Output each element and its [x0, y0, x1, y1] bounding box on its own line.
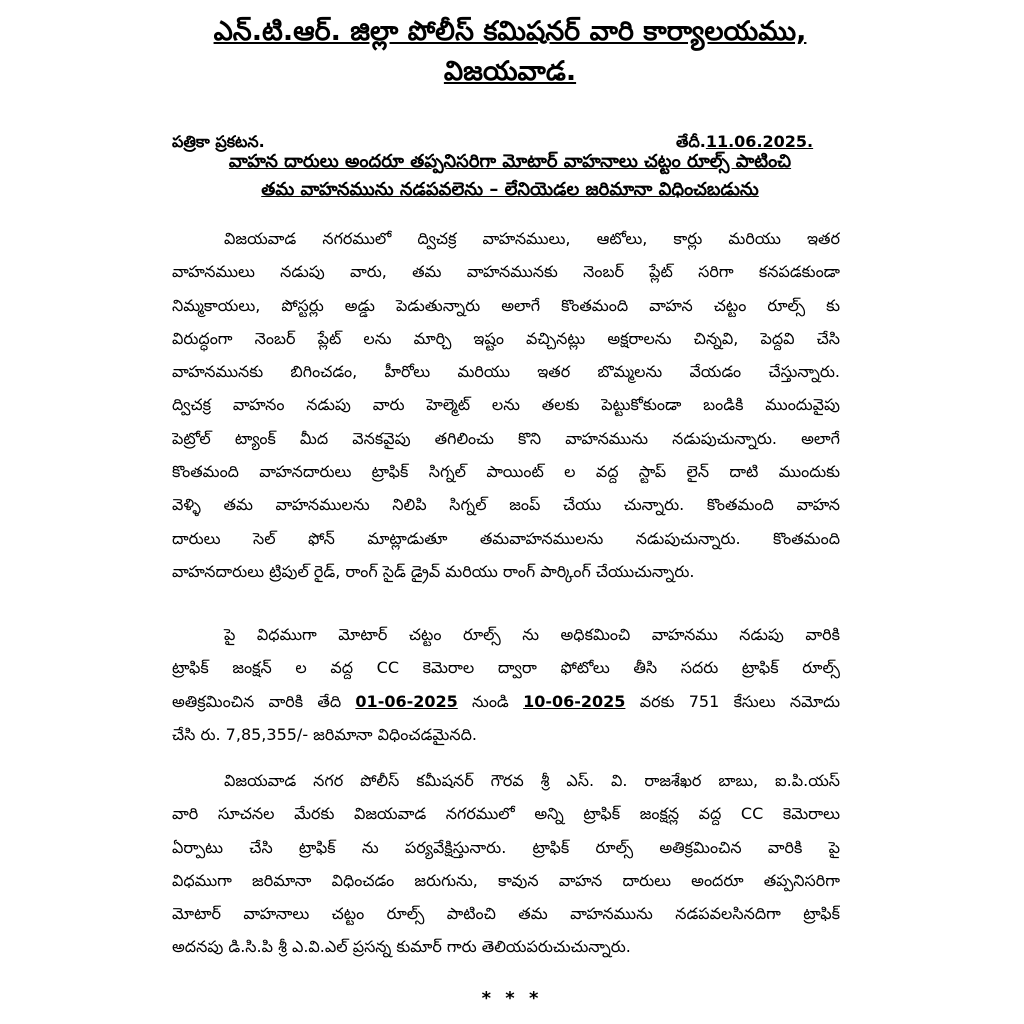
paragraph-2-line: పై విధముగా మోటార్ చట్టం రూల్స్ ను అధికమించి వాహనము నడుపు వారికి — [224, 625, 840, 644]
paragraph-3-line: అదనపు డి.సి.పి శ్రీ ఎ.వి.ఎల్ ప్రసన్న కుమార్ గారు తెలియపరుచుచున్నారు. — [172, 937, 631, 957]
paragraph-3-line: వారి సూచనల మేరకు విజయవాడ నగరములో అన్ని ట్రాఫిక్ జంక్షన్ల వద్ద CC కెమెరాలు — [172, 804, 840, 824]
paragraph-1-line: దారులు సెల్ ఫోన్ మాట్లాడుతూ తమవాహనములను నడుపుచున్నారు. కొంతమంది — [172, 528, 840, 548]
paragraph-2-text: అతిక్రమించిన వారికి తేది — [172, 691, 356, 711]
paragraph-1-line: వాహనమునకు బిగించడం, హీరోలు మరియు ఇతర బొమ్మలను వేయడం చేస్తున్నారు. — [172, 362, 840, 382]
paragraph-1-line: వెళ్ళి తమ వాహనములను నిలిపి సిగ్నల్ జంప్ చేయు చున్నారు. కొంతమంది వాహన — [172, 495, 840, 515]
paragraph-3 — [172, 764, 840, 964]
paragraph-1-line: కొంతమంది వాహనదారులు ట్రాఫిక్ సిగ్నల్ పాయింట్ ల వద్ద స్టాప్ లైన్ దాటి ముందుకు — [172, 462, 840, 482]
paragraph-1-line: నిమ్మకాయలు, పోస్టర్లు అడ్డు పెడుతున్నారు అలాగే కొంతమంది వాహన చట్టం రూల్స్ కు — [172, 295, 840, 315]
paragraph-2-text: వరకు 751 కేసులు నమోదు — [625, 691, 840, 711]
paragraph-1 — [172, 222, 840, 588]
paragraph-3-line: విధముగా జరిమానా విధించడం జరుగును, కావున వాహన దారులు అందరూ తప్పనిసరిగా — [172, 870, 840, 890]
paragraph-1-line: వాహనములు నడుపు వారు, తమ వాహనమునకు నెంబర్ ప్లేట్ సరిగా కనపడకుండా — [172, 262, 840, 282]
paragraph-3-line: విజయవాడ నగర పోలీస్ కమీషనర్ గౌరవ శ్రీ ఎస్. వి. రాజశేఖర బాబు, ఐ.పి.యస్ — [224, 771, 840, 790]
paragraph-1-line: వాహనదారులు ట్రిపుల్ రైడ్, రాంగ్ సైడ్ డ్రైవ్ మరియు రాంగ్ పార్కింగ్ చేయుచున్నారు. — [172, 561, 695, 581]
paragraph-2-text: నుండి — [457, 691, 524, 711]
end-marker: * * * — [481, 988, 543, 1009]
date-value: 11.06.2025. — [705, 132, 814, 151]
paragraph-2-line: చేసి రు. 7,85,355/- జరిమానా విధించడమైనది. — [172, 724, 477, 744]
office-city: విజయవాడ. — [443, 56, 577, 87]
subject-line-1: వాహన దారులు అందరూ తప్పనిసరిగా మోటార్ వాహనాలు చట్టం రూల్స్ పాటించి — [228, 151, 792, 172]
paragraph-2-line — [172, 685, 840, 718]
date-label: తేదీ. — [676, 132, 706, 151]
press-release-label: పత్రికా ప్రకటన. — [172, 132, 265, 151]
date-to: 10-06-2025 — [523, 691, 626, 711]
paragraph-2 — [172, 618, 840, 751]
office-title: ఎన్.టి.ఆర్. జిల్లా పోలీస్ కమిషనర్ వారి కార్యాలయము, — [213, 16, 807, 47]
subject-line-2: తమ వాహనమును నడపవలెను – లేనియెడల జరిమానా విధించబడును — [261, 179, 759, 200]
paragraph-1-line: విజయవాడ నగరములో ద్విచక్ర వాహనములు, ఆటోలు, కార్లు మరియు ఇతర — [224, 229, 840, 248]
paragraph-1-line: పెట్రోల్ ట్యాంక్ మీద వెనకవైపు తగిలించు కొని వాహనమును నడుపుచున్నారు. అలాగే — [172, 428, 840, 448]
paragraph-1-line: విరుద్ధంగా నెంబర్ ప్లేట్ లను మార్చి ఇష్టం వచ్చినట్లు అక్షరాలను చిన్నవి, పెద్దవి చేసి — [172, 328, 840, 348]
paragraph-2-line: ట్రాఫిక్ జంక్షన్ ల వద్ద CC కెమెరాల ద్వారా ఫోటోలు తీసి సదరు ట్రాఫిక్ రూల్స్ — [172, 658, 840, 678]
paragraph-3-line: మోటార్ వాహనాలు చట్టం రూల్స్ పాటించి తమ వాహనమును నడపవలసినదిగా ట్రాఫిక్ — [172, 904, 840, 924]
paragraph-1-line: ద్విచక్ర వాహనం నడుపు వారు హెల్మెట్ లను తలకు పెట్టుకోకుండా బండికి ముందువైపు — [172, 395, 840, 415]
date-from: 01-06-2025 — [355, 691, 458, 711]
paragraph-3-line: ఏర్పాటు చేసి ట్రాఫిక్ ను పర్యవేక్షిస్తునారు. ట్రాఫిక్ రూల్స్ అతిక్రమించిన వారికి పై — [172, 837, 840, 857]
